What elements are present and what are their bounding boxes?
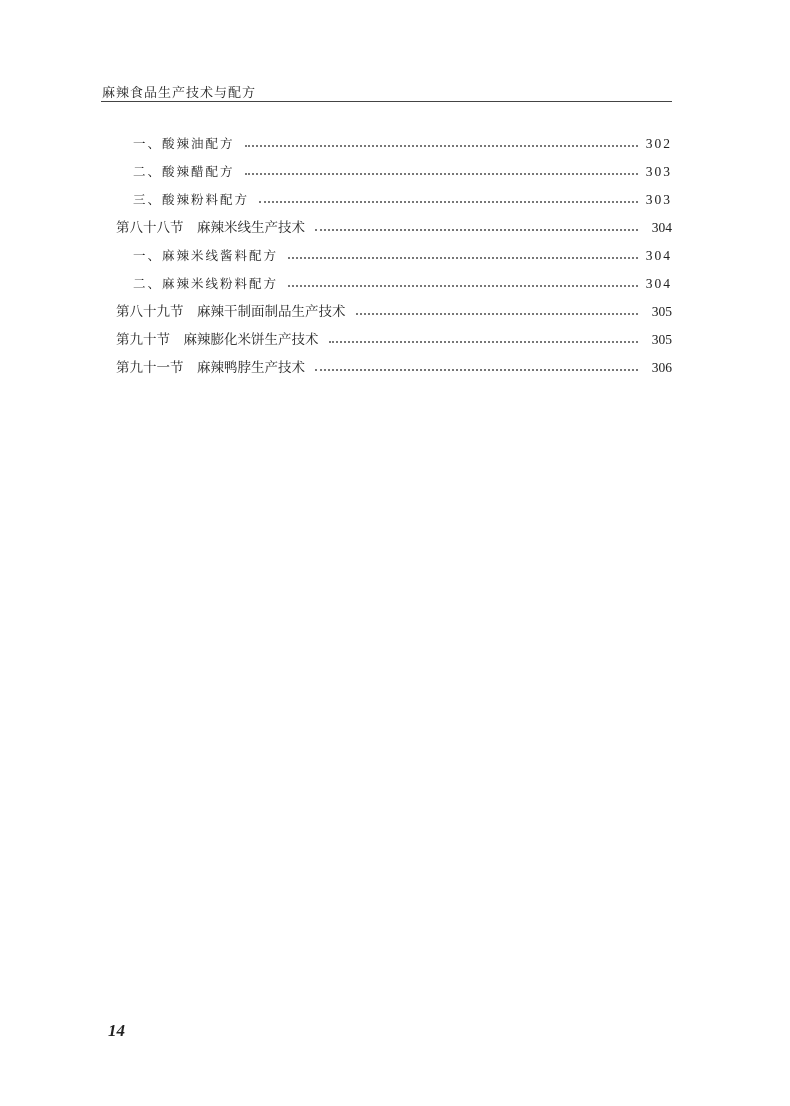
toc-entry-page: 304 bbox=[651, 220, 672, 235]
toc-leader-dots bbox=[245, 173, 638, 175]
toc-entry-label: 一、酸辣油配方 bbox=[133, 136, 235, 151]
toc-entry-page: 303 bbox=[645, 192, 672, 207]
toc-entry-page: 306 bbox=[651, 360, 672, 375]
toc-leader-dots bbox=[245, 145, 638, 147]
toc-entry bbox=[116, 236, 672, 264]
toc-leader-dots bbox=[329, 341, 639, 343]
toc-leader-dots bbox=[356, 313, 639, 315]
toc-entry-page: 305 bbox=[651, 332, 672, 347]
toc-entry-label: 第九十节 麻辣膨化米饼生产技术 bbox=[116, 332, 319, 348]
toc-entry bbox=[116, 180, 672, 208]
toc-entry-label: 三、酸辣粉料配方 bbox=[133, 192, 250, 207]
toc-entry-page: 303 bbox=[645, 164, 672, 179]
toc-entry-label: 第八十八节 麻辣米线生产技术 bbox=[116, 220, 305, 236]
toc-leader-dots bbox=[315, 369, 638, 371]
toc-entry bbox=[116, 320, 672, 348]
toc-leader-dots bbox=[288, 257, 638, 259]
toc-leader-dots bbox=[259, 201, 638, 203]
toc-entry-label: 第八十九节 麻辣干制面制品生产技术 bbox=[116, 304, 346, 320]
toc-entry bbox=[116, 348, 672, 376]
toc-entry-label: 二、麻辣米线粉料配方 bbox=[133, 276, 279, 291]
toc-entry-label: 第九十一节 麻辣鸭脖生产技术 bbox=[116, 360, 305, 376]
toc-entry bbox=[116, 208, 672, 236]
table-of-contents bbox=[116, 124, 672, 376]
toc-entry-page: 304 bbox=[645, 276, 672, 291]
toc-entry-page: 302 bbox=[645, 136, 672, 151]
toc-entry-label: 二、酸辣醋配方 bbox=[133, 164, 235, 179]
toc-entry-label: 一、麻辣米线酱料配方 bbox=[133, 248, 279, 263]
toc-entry bbox=[116, 292, 672, 320]
running-header: 麻辣食品生产技术与配方 bbox=[102, 86, 257, 101]
toc-entry-page: 305 bbox=[651, 304, 672, 319]
toc-entry bbox=[116, 264, 672, 292]
toc-leader-dots bbox=[315, 229, 638, 231]
toc-entry bbox=[116, 152, 672, 180]
header-rule bbox=[101, 101, 672, 102]
toc-leader-dots bbox=[288, 285, 638, 287]
toc-entry-page: 304 bbox=[645, 248, 672, 263]
toc-entry bbox=[116, 124, 672, 152]
page-number: 14 bbox=[108, 1021, 125, 1040]
